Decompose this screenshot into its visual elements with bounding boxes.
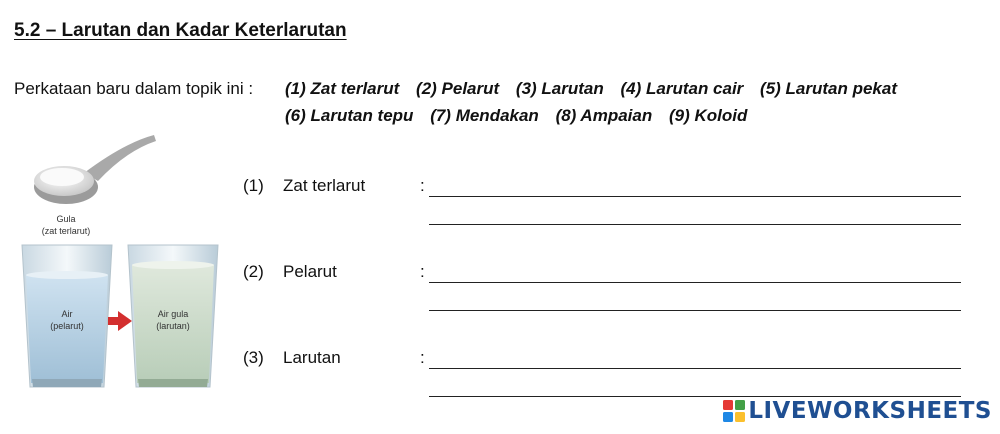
spoon-label: Gula — [56, 214, 76, 224]
spoon-label-sub: (zat terlarut) — [41, 226, 91, 236]
keyword: (1) Zat terlarut — [285, 79, 400, 98]
answer-input-3b[interactable] — [429, 376, 961, 397]
question-number: (3) — [243, 348, 264, 367]
keywords-line-2 — [285, 106, 759, 126]
worksheet-title: 5.2 – Larutan dan Kadar Keterlarutan — [14, 20, 347, 41]
answer-input-3a[interactable] — [429, 348, 961, 369]
answer-input-2a[interactable] — [429, 262, 961, 283]
keywords-line-1 — [285, 79, 909, 99]
question-term: Larutan — [283, 348, 341, 367]
intro-label: Perkataan baru dalam topik ini : — [14, 79, 254, 98]
spoon-icon — [34, 135, 156, 204]
keyword: (8) Ampaian — [555, 106, 653, 125]
question-colon: : — [420, 262, 425, 281]
keyword: (5) Larutan pekat — [760, 79, 898, 98]
answer-input-1a[interactable] — [429, 176, 961, 197]
solution-illustration — [14, 135, 234, 400]
question-term: Zat terlarut — [283, 176, 366, 195]
question-colon: : — [420, 176, 425, 195]
question-colon: : — [420, 348, 425, 367]
glass1-label-sub: (pelarut) — [50, 321, 84, 331]
keyword: (3) Larutan — [515, 79, 604, 98]
brand-text: LIVEWORKSHEETS — [748, 398, 992, 424]
question-row-1 — [243, 176, 973, 236]
arrow-right-icon — [108, 311, 132, 331]
liveworksheets-brand — [723, 398, 992, 424]
keyword: (4) Larutan cair — [620, 79, 744, 98]
glass2-label: Air gula — [157, 309, 189, 319]
question-number: (1) — [243, 176, 264, 195]
keyword: (6) Larutan tepu — [285, 106, 414, 125]
keyword: (7) Mendakan — [430, 106, 539, 125]
keyword: (9) Koloid — [668, 106, 748, 125]
glass1-label: Air — [61, 309, 73, 319]
answer-input-2b[interactable] — [429, 290, 961, 311]
question-row-2 — [243, 262, 973, 322]
glass2-label-sub: (larutan) — [156, 321, 190, 331]
question-number: (2) — [243, 262, 264, 281]
keyword: (2) Pelarut — [416, 79, 500, 98]
answer-input-1b[interactable] — [429, 204, 961, 225]
question-term: Pelarut — [283, 262, 337, 281]
liveworksheets-logo-icon — [723, 400, 745, 422]
